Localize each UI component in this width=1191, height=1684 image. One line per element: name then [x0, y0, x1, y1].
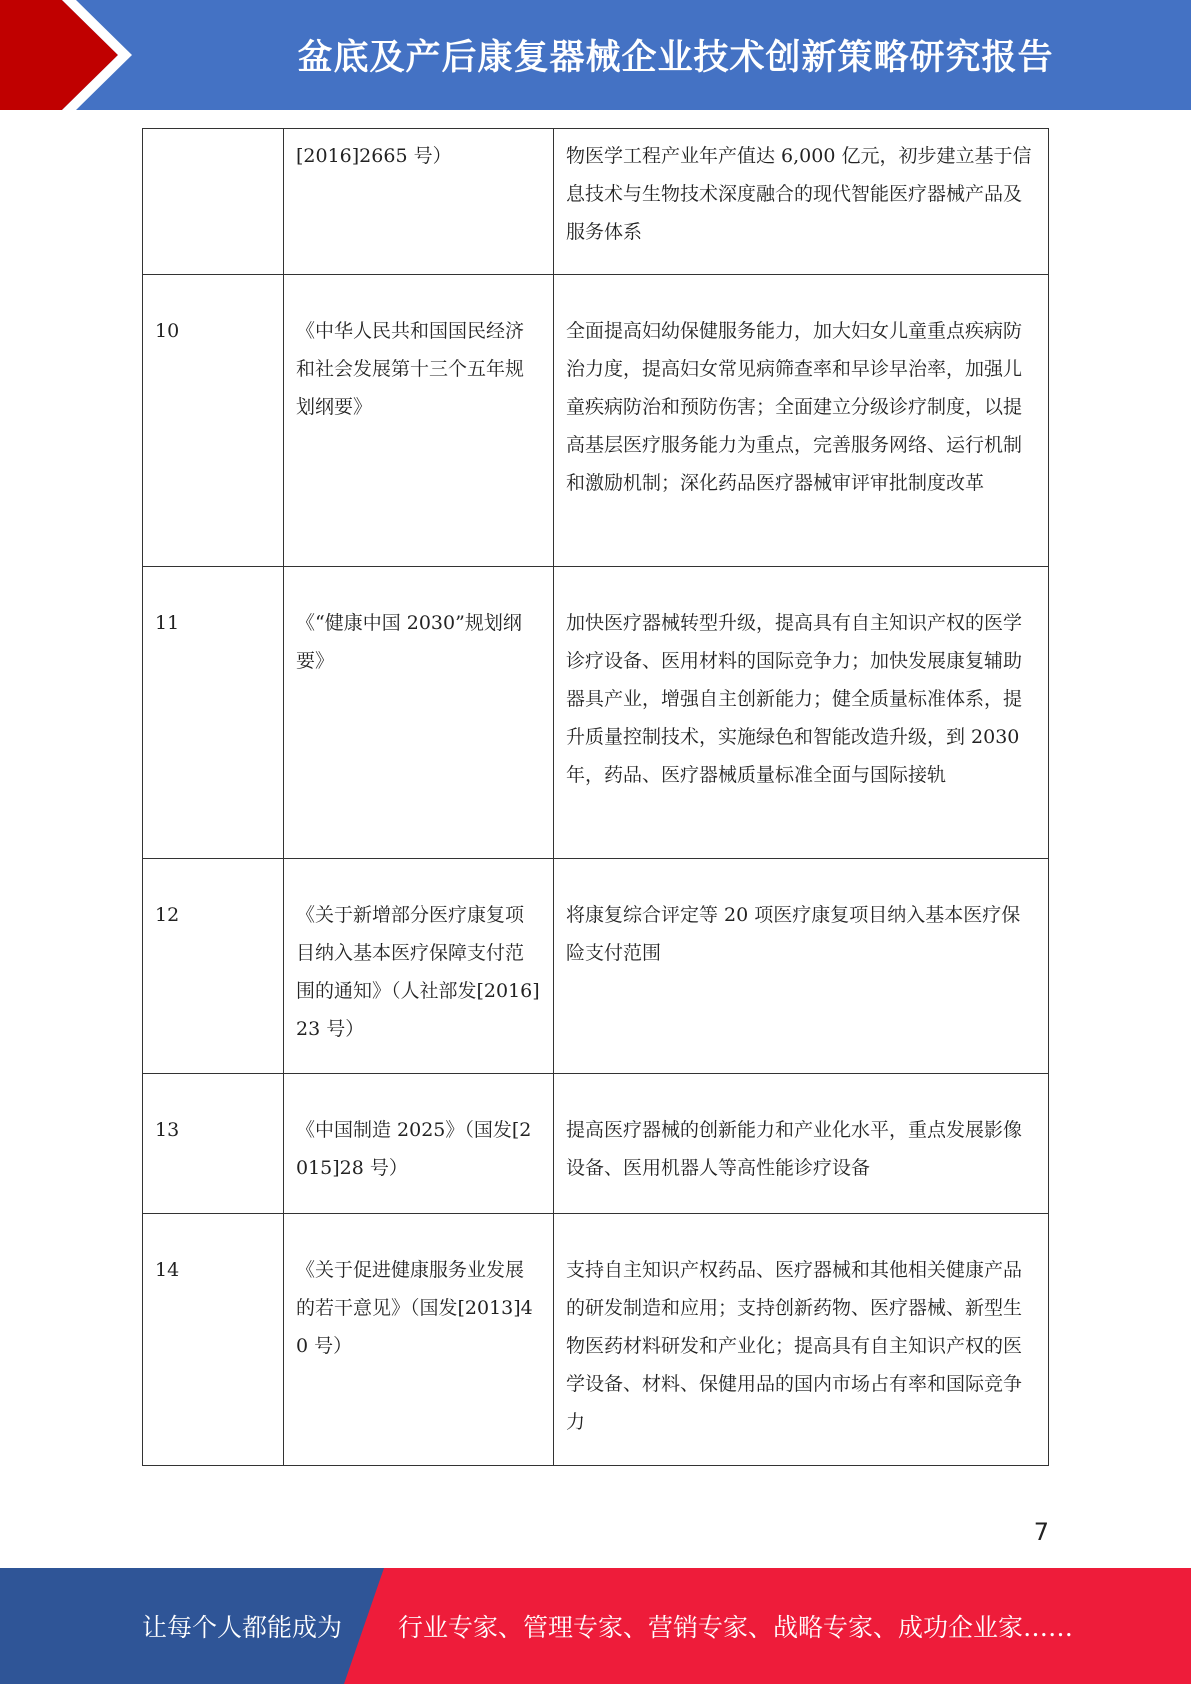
row-number: 12 [143, 859, 284, 1074]
row-number: 10 [143, 275, 284, 567]
policy-name: 《关于促进健康服务业发展的若干意见》（国发[2013]40 号） [284, 1214, 554, 1466]
policy-name: 《关于新增部分医疗康复项目纳入基本医疗保障支付范围的通知》（人社部发[2016]23 号） [284, 859, 554, 1074]
row-number [143, 129, 284, 275]
policy-name: 《中国制造 2025》（国发[2015]28 号） [284, 1074, 554, 1214]
table-row [143, 275, 1049, 567]
policy-name: 《中华人民共和国国民经济和社会发展第十三个五年规划纲要》 [284, 275, 554, 567]
row-number: 14 [143, 1214, 284, 1466]
policy-description: 加快医疗器械转型升级，提高具有自主知识产权的医学诊疗设备、医用材料的国际竞争力；加快发展康复辅助器具产业，增强自主创新能力；健全质量标准体系，提升质量控制技术，实施绿色和智能改造升级，到 2030 年，药品、医疗器械质量标准全面与国际接轨 [554, 567, 1049, 859]
policy-table [142, 128, 1049, 1466]
row-number: 11 [143, 567, 284, 859]
policy-description: 支持自主知识产权药品、医疗器械和其他相关健康产品的研发制造和应用；支持创新药物、医疗器械、新型生物医药材料研发和产业化；提高具有自主知识产权的医学设备、材料、保健用品的国内市场占有率和国际竞争力 [554, 1214, 1049, 1466]
table-row [143, 859, 1049, 1074]
table-row [143, 129, 1049, 275]
header-arrow-decoration [0, 0, 150, 110]
policy-description: 物医学工程产业年产值达 6,000 亿元，初步建立基于信息技术与生物技术深度融合的现代智能医疗器械产品及服务体系 [554, 129, 1049, 275]
footer-slogan-left: 让每个人都能成为 [142, 1613, 343, 1642]
page-number: 7 [1033, 1518, 1049, 1546]
footer-slogan-right: 行业专家、管理专家、营销专家、战略专家、成功企业家…… [398, 1613, 1074, 1642]
footer-bar [0, 1568, 1191, 1684]
header-bar [0, 0, 1191, 110]
report-title: 盆底及产后康复器械企业技术创新策略研究报告 [297, 38, 1054, 78]
policy-description: 提高医疗器械的创新能力和产业化水平，重点发展影像设备、医用机器人等高性能诊疗设备 [554, 1074, 1049, 1214]
table-row [143, 1074, 1049, 1214]
policy-name: 《“健康中国 2030”规划纲要》 [284, 567, 554, 859]
table-row [143, 567, 1049, 859]
policy-name: [2016]2665 号） [284, 129, 554, 275]
table-row [143, 1214, 1049, 1466]
policy-description: 全面提高妇幼保健服务能力，加大妇女儿童重点疾病防治力度，提高妇女常见病筛查率和早诊早治率，加强儿童疾病防治和预防伤害；全面建立分级诊疗制度，以提高基层医疗服务能力为重点，完善服务网络、运行机制和激励机制；深化药品医疗器械审评审批制度改革 [554, 275, 1049, 567]
policy-description: 将康复综合评定等 20 项医疗康复项目纳入基本医疗保险支付范围 [554, 859, 1049, 1074]
row-number: 13 [143, 1074, 284, 1214]
